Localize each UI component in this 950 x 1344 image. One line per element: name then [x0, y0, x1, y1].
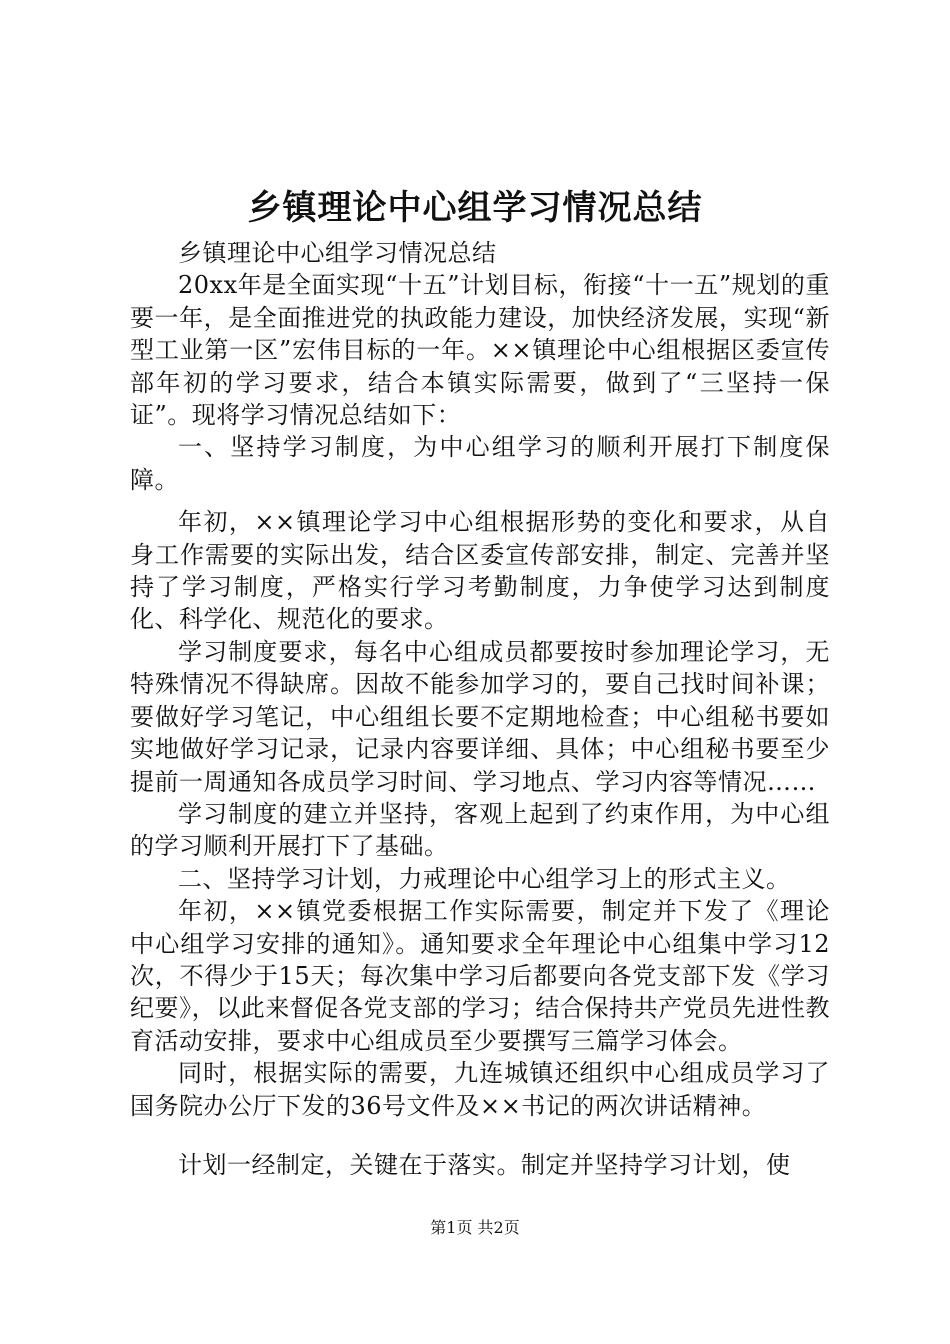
paragraph: 学习制度要求，每名中心组成员都要按时参加理论学习，无特殊情况不得缺席。因故不能参加学习的，要自己找时间补课；要做好学习笔记，中心组组长要不定期地检查；中心组秘书要如实地做好学习记录，记录内容要详细、具体；中心组秘书要至少提前一周通知各成员学习时间、学习地点、学习内容等情况……	[130, 637, 830, 796]
section-heading-2: 二、坚持学习计划，力戒理论中心组学习上的形式主义。	[178, 864, 791, 893]
paragraph: 计划一经制定，关键在于落实。制定并坚持学习计划，使	[178, 1150, 791, 1179]
paragraph-intro: 20xx年是全面实现“十五”计划目标，衔接“十一五”规划的重要一年，是全面推进党的执政能力建设，加快经济发展，实现“新型工业第一区”宏伟目标的一年。××镇理论中心组根据区委宣传部年初的学习要求，结合本镇实际需要，做到了“三坚持一保证”。现将学习情况总结如下：	[130, 271, 830, 430]
section-heading-1: 一、坚持学习制度，为中心组学习的顺利开展打下制度保障。	[130, 433, 830, 494]
paragraph: 年初，××镇理论学习中心组根据形势的变化和要求，从自身工作需要的实际出发，结合区委宣传部安排，制定、完善并坚持了学习制度，严格实行学习考勤制度，力争使学习达到制度化、科学化、规范化的要求。	[130, 508, 830, 634]
paragraph-subtitle: 乡镇理论中心组学习情况总结	[178, 239, 497, 267]
document-title: 乡镇理论中心组学习情况总结	[247, 188, 703, 228]
paragraph: 同时，根据实际的需要，九连城镇还组织中心组成员学习了国务院办公厅下发的36号文件及××书记的两次讲话精神。	[130, 1059, 830, 1120]
page-footer: 第1页 共2页	[430, 1218, 520, 1237]
document-body	[130, 237, 830, 1181]
paragraph: 年初，××镇党委根据工作实际需要，制定并下发了《理论中心组学习安排的通知》。通知要求全年理论中心组集中学习12次，不得少于15天；每次集中学习后都要向各党支部下发《学习纪要》，以此来督促各党支部的学习；结合保持共产党员先进性教育活动安排，要求中心组成员至少要撰写三篇学习体会。	[130, 897, 830, 1055]
paragraph: 学习制度的建立并坚持，客观上起到了约束作用，为中心组的学习顺利开展打下了基础。	[130, 799, 830, 861]
